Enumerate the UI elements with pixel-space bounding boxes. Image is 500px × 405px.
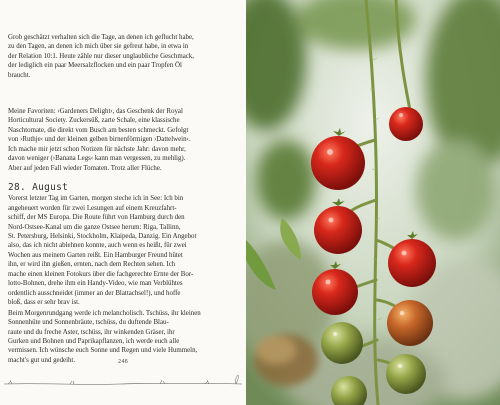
tomato-orange: [387, 300, 433, 346]
cherry-tomatoes-image: [246, 0, 500, 405]
tomato-photo: [246, 0, 500, 405]
tomato-red-top-right: [389, 107, 423, 141]
tomato-green-right: [386, 354, 426, 394]
left-page: [0, 0, 246, 405]
paragraph-morning-round: Beim Morgenrundgang werde ich melancholisch. Tschüss, ihr kleinen Sonnenhüte und Sonnenbräute, tschüss, du duftende Blau- raute und du freche Aster, tschüss, ihr winkenden Gräser, ihr Gurken und Bohnen und Paprikapflanzen, ich werde euch alle vermissen. Ich wünsche euch Sonne und Regen und viele Hummeln, macht's gut und gedeiht.: [8, 309, 201, 364]
paragraph-favorites: Meine Favoriten: ›Gardeners Delight‹, das Geschenk der Royal Horticultural Society. Zuckersüß, zarte Schale, eine klassische Naschtomate, die direkt vom Busch am besten schmeckt. Gefolgt von ›Ruthje‹ und der kleinen gelben birnenförmigen ›Dattelwein‹. Ich mache mir jetzt schon Notizen für nächste Jahr: davon mehr, davon weniger (›Banana Legs‹ kann man vergessen, zu mehlig). Aber auf jeden Fall wieder Tomaten. Trotz aller Flüche.: [8, 108, 191, 172]
text-column: [8, 33, 238, 365]
entry-date-heading: 28. August: [8, 182, 69, 194]
tomato-green-left: [321, 322, 363, 364]
tomato-red-lower: [312, 269, 358, 315]
tomato-red-large: [311, 136, 365, 190]
tomato-red-middle: [314, 206, 362, 254]
paragraph-last-day: Vorerst letzter Tag im Garten, morgen steche ich in See: Ich bin angeheuert worden für zwei Lesungen auf einem Kreuzfahrt- schiff, der MS Europa. Die Route führt von Hamburg durch den Nord-Ostsee-Kanal um die ganze Ostsee herum: Riga, Tallinn, St. Petersburg, Helsinki, Stockholm, Klaipeda, Danzig. Ein Angebot also, das ich nicht ablehnen konnte, auch wenn es heißt, für zwei Wochen aus meinem Garten reißt. Ein Hamburger Freund hütet ihn, er wird ihn gießen, ernten, nach dem Rechten sehen. Ich mache einen kleinen Fotokurs über die fachgerechte Ernte der Bor- lotto-Bohnen, drehe ihm ein Handy-Video, wie man Verblühtes ordentlich ausschneidet (immer an der Blattachsel!), und hoffe bloß, dass er sehr brav ist.: [8, 195, 197, 307]
page-number: 246: [118, 359, 128, 365]
paragraph-opening: Grob geschätzt verhalten sich die Tage, an denen ich geflucht habe, zu den Tagen, an denen ich mich über sie gefreut habe, in etwa in der Relation 10:1. Heute zähle nur dieser unglaubliche Geschmack, der lediglich ein paar Meersalzflocken und ein paar Tropfen Öl braucht.: [8, 34, 194, 79]
hand-drawn-footer-line: [0, 364, 246, 404]
tomato-red-right: [388, 239, 436, 287]
